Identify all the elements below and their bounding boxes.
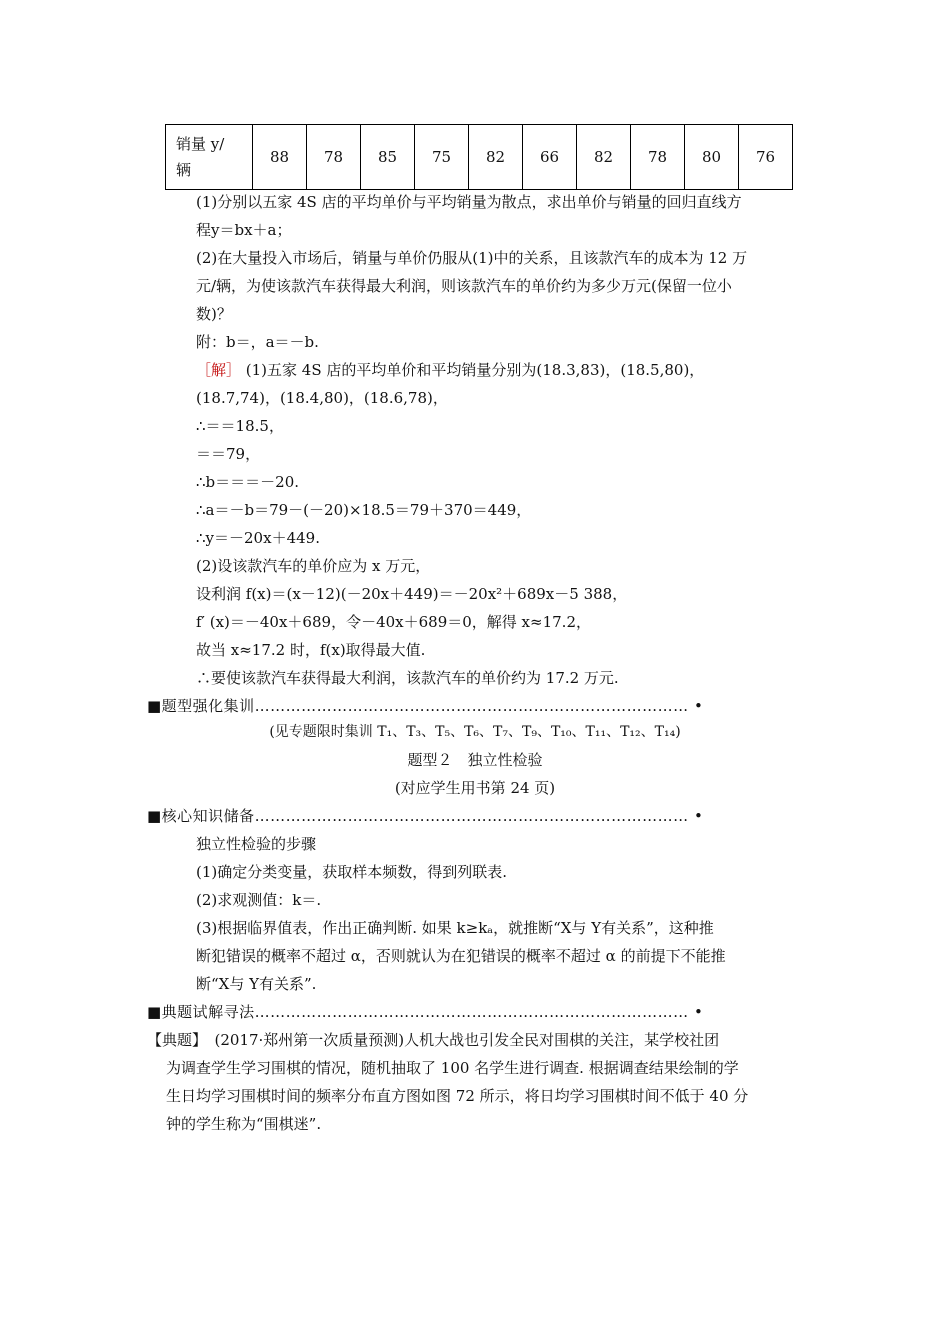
- solution-line-9: 设利润 f(x)＝(x－12)(－20x＋449)＝－20x²＋689x－5 388，: [196, 585, 628, 603]
- solution-line-7: ∴y＝－20x＋449.: [196, 529, 320, 547]
- solution-text: (1)五家 4S 店的平均单价和平均销量分别为(18.3,83)，(18.5,80)，: [241, 361, 705, 379]
- example-line-4: 钟的学生称为“围棋迷”.: [166, 1115, 322, 1133]
- question-1-line-1: (1)分别以五家 4S 店的平均单价与平均销量为散点，求出单价与销量的回归直线方: [196, 193, 742, 211]
- section-reference: (见专题限时集训 T₁、T₃、T₅、T₆、T₇、T₉、T₁₀、T₁₁、T₁₂、T₁₄): [269, 724, 681, 740]
- sales-table: [165, 124, 793, 190]
- knowledge-line-5: 断犯错误的概率不超过 α，否则就认为在犯错误的概率不超过 α 的前提下不能推: [196, 947, 726, 965]
- solution-line-10: f′ (x)＝－40x＋689，令－40x＋689＝0，解得 x≈17.2，: [196, 613, 591, 631]
- example-line-3: 生日均学习围棋时间的频率分布直方图如图 72 所示，将日均学习围棋时间不低于 40 分: [166, 1087, 749, 1105]
- question-2-line-3: 数)？: [196, 305, 232, 323]
- knowledge-line-6: 断“X与 Y有关系”.: [196, 975, 317, 993]
- table-cell: 85: [361, 125, 415, 190]
- solution-line-8: (2)设该款汽车的单价应为 x 万元，: [196, 557, 431, 575]
- header-line-2: 辆: [176, 161, 192, 179]
- solution-line-6: ∴a＝－b＝79－(－20)×18.5＝79＋370＝449，: [196, 501, 532, 519]
- table-cell: 66: [523, 125, 577, 190]
- solution-line-3: ∴＝＝18.5，: [196, 417, 284, 435]
- table-cell: 82: [577, 125, 631, 190]
- knowledge-line-3: (2)求观测值：k＝.: [196, 891, 322, 909]
- topic-title: 题型２ 独立性检验: [407, 751, 543, 769]
- knowledge-line-4: (3)根据临界值表，作出正确判断. 如果 k≥kₐ，就推断“X与 Y有关系”，这种推: [196, 919, 714, 937]
- table-cell: 78: [631, 125, 685, 190]
- knowledge-line-2: (1)确定分类变量，获取样本频数，得到列联表.: [196, 863, 508, 881]
- section-heading-examples: ■典题试解寻法………………………………………………………………………… •: [147, 1003, 704, 1021]
- table-cell: 88: [253, 125, 307, 190]
- solution-line-12: ∴要使该款汽车获得最大利润，该款汽车的单价约为 17.2 万元.: [196, 669, 619, 687]
- section-heading-knowledge: ■核心知识储备………………………………………………………………………… •: [147, 807, 704, 825]
- question-2-line-2: 元/辆，为使该款汽车获得最大利润，则该款汽车的单价约为多少万元(保留一位小: [196, 277, 732, 295]
- table-cell: 75: [415, 125, 469, 190]
- question-2-line-1: (2)在大量投入市场后，销量与单价仍服从(1)中的关系，且该款汽车的成本为 12 万: [196, 249, 748, 267]
- knowledge-line-1: 独立性检验的步骤: [196, 835, 317, 853]
- table-cell: 82: [469, 125, 523, 190]
- table-cell: 76: [739, 125, 793, 190]
- topic-reference: (对应学生用书第 24 页): [394, 779, 556, 797]
- table-header-cell: [166, 125, 253, 190]
- question-1-line-2: 程y＝bx＋a；: [196, 221, 292, 239]
- solution-line-11: 故当 x≈17.2 时，f(x)取得最大值.: [196, 641, 426, 659]
- solution-line-5: ∴b＝＝＝－20.: [196, 473, 300, 491]
- solution-line-1: [196, 356, 704, 384]
- table-row: [166, 125, 793, 190]
- appendix-formula: 附：b＝，a＝－b.: [196, 333, 319, 351]
- solution-tag: ［解］: [196, 361, 242, 379]
- solution-line-4: ＝＝79，: [196, 445, 261, 463]
- section-heading-training: ■题型强化集训………………………………………………………………………… •: [147, 697, 704, 715]
- table-cell: 78: [307, 125, 361, 190]
- header-line-1: 销量 y/: [176, 135, 225, 153]
- example-line-1: 【典题】 (2017·郑州第一次质量预测)人机大战也引发全民对围棋的关注，某学校社团: [147, 1031, 720, 1049]
- example-line-2: 为调查学生学习围棋的情况，随机抽取了 100 名学生进行调查. 根据调查结果绘制的学: [166, 1059, 739, 1077]
- table-cell: 80: [685, 125, 739, 190]
- solution-line-2: (18.7,74)，(18.4,80)，(18.6,78)，: [196, 389, 448, 407]
